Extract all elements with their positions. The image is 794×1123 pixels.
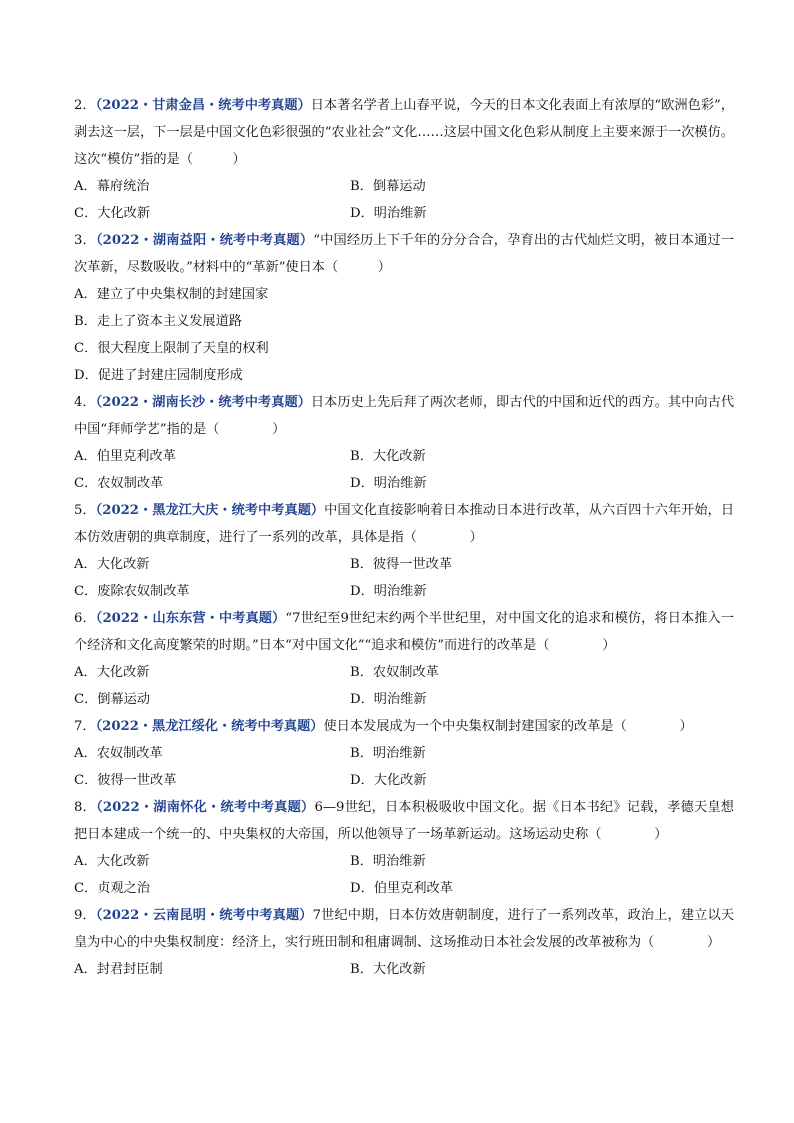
option-c[interactable]: C．废除农奴制改革: [74, 584, 190, 599]
question-number: 7．: [74, 719, 96, 734]
question-text: 7世纪中期，日本仿效唐朝制度，进行了一系列改革，政治上，建立以天皇为中心的中央集权制度：经济上，实行班田制和租庸调制、这场推动日本社会发展的改革被称为（ ）: [74, 908, 735, 950]
question-number: 4．: [74, 395, 96, 410]
question-number: 8．: [74, 800, 97, 815]
question-number: 9．: [74, 908, 96, 923]
option-b[interactable]: B．农奴制改革: [350, 665, 439, 680]
option-a[interactable]: A．大化改新: [74, 665, 150, 680]
question-list: [74, 92, 734, 983]
question-number: 3．: [74, 233, 96, 248]
option-d[interactable]: D．明治维新: [350, 206, 427, 221]
question-source: （2022・山东东营・中考真题）: [95, 611, 286, 626]
question-text: 6—9世纪，日本积极吸收中国文化。据《日本书纪》记载，孝德天皇想把日本建成一个统一的、中央集权的大帝国，所以他领导了一场革新运动。这场运动史称（ ）: [74, 800, 734, 842]
question-3: [74, 227, 734, 389]
option-list: [74, 956, 734, 983]
option-d[interactable]: D．大化改新: [350, 773, 427, 788]
question-source: （2022・湖南怀化・统考中考真题）: [96, 800, 315, 815]
option-c[interactable]: C．大化改新: [74, 206, 151, 221]
option-list: [74, 281, 734, 389]
option-c[interactable]: C．很大程度上限制了天皇的权利: [74, 341, 269, 356]
question-stem: [74, 389, 734, 443]
question-stem: [74, 92, 734, 173]
option-list: [74, 173, 734, 227]
option-a[interactable]: A．封君封臣制: [74, 962, 163, 977]
question-stem: [74, 902, 734, 956]
question-text: 中国文化直接影响着日本推动日本进行改革，从六百四十六年开始，日本仿效唐朝的典章制度，进行了一系列的改革，具体是指（ ）: [74, 503, 735, 545]
question-5: [74, 497, 734, 605]
question-text: 使日本发展成为一个中央集权制封建国家的改革是（ ）: [323, 719, 693, 734]
question-source: （2022・云南昆明・统考中考真题）: [95, 908, 313, 923]
option-a[interactable]: A．建立了中央集权制的封建国家: [74, 287, 269, 302]
option-b[interactable]: B．彼得一世改革: [350, 557, 453, 572]
option-list: [74, 659, 734, 713]
option-a[interactable]: A．大化改新: [74, 557, 150, 572]
question-source: （2022・湖南益阳・统考中考真题）: [95, 233, 314, 248]
option-c[interactable]: C．倒幕运动: [74, 692, 151, 707]
question-6: [74, 605, 734, 713]
question-2: [74, 92, 734, 227]
option-b[interactable]: B．倒幕运动: [350, 179, 426, 194]
option-d[interactable]: D．明治维新: [350, 584, 427, 599]
question-number: 6．: [74, 611, 96, 626]
option-b[interactable]: B．大化改新: [350, 962, 426, 977]
question-7: [74, 713, 734, 794]
question-number: 5．: [74, 503, 96, 518]
option-b[interactable]: B．明治维新: [350, 854, 426, 869]
question-stem: [74, 497, 734, 551]
option-d[interactable]: D．伯里克利改革: [350, 881, 453, 896]
question-text: 日本历史上先后拜了两次老师，即古代的中国和近代的西方。其中向古代中国“拜师学艺”指的是（ ）: [74, 395, 735, 437]
question-text: “7世纪至9世纪末约两个半世纪里，对中国文化的追求和模仿，将日本推入一个经济和文化高度繁荣的时期。”日本“对中国文化”“追求和模仿”而进行的改革是（ ）: [74, 611, 735, 653]
question-stem: [74, 794, 734, 848]
question-4: [74, 389, 734, 497]
question-text: “中国经历上下千年的分分合合，孕育出的古代灿烂文明，被日本通过一次革新，尽数吸收。”材料中的“革新”使日本（ ）: [74, 233, 735, 275]
option-a[interactable]: A．幕府统治: [74, 179, 150, 194]
question-8: [74, 794, 734, 902]
option-list: [74, 740, 734, 794]
option-c[interactable]: C．农奴制改革: [74, 476, 164, 491]
question-source: （2022・黑龙江绥化・统考中考真题）: [95, 719, 324, 734]
question-source: （2022・甘肃金昌・统考中考真题）: [95, 98, 311, 113]
option-a[interactable]: A．大化改新: [74, 854, 150, 869]
question-number: 2．: [74, 98, 96, 113]
option-b[interactable]: B．明治维新: [350, 746, 426, 761]
option-a[interactable]: A．农奴制改革: [74, 746, 163, 761]
option-a[interactable]: A．伯里克利改革: [74, 449, 176, 464]
question-source: （2022・湖南长沙・统考中考真题）: [95, 395, 311, 410]
question-stem: [74, 713, 734, 740]
option-d[interactable]: D．明治维新: [350, 476, 427, 491]
option-list: [74, 551, 734, 605]
question-source: （2022・黑龙江大庆・统考中考真题）: [95, 503, 325, 518]
option-b[interactable]: B．走上了资本主义发展道路: [74, 314, 242, 329]
option-c[interactable]: C．彼得一世改革: [74, 773, 177, 788]
option-list: [74, 848, 734, 902]
option-list: [74, 443, 734, 497]
option-c[interactable]: C．贞观之治: [74, 881, 151, 896]
question-stem: [74, 227, 734, 281]
option-d[interactable]: D．促进了封建庄园制度形成: [74, 368, 243, 383]
question-9: [74, 902, 734, 983]
question-text: 日本著名学者上山春平说，今天的日本文化表面上有浓厚的“欧洲色彩”，剥去这一层，下一层是中国文化色彩很强的“农业社会”文化……这层中国文化色彩从制度上主要来源于一次模仿。这次“模仿”指的是（ ）: [74, 98, 734, 167]
option-b[interactable]: B．大化改新: [350, 449, 426, 464]
question-stem: [74, 605, 734, 659]
option-d[interactable]: D．明治维新: [350, 692, 427, 707]
